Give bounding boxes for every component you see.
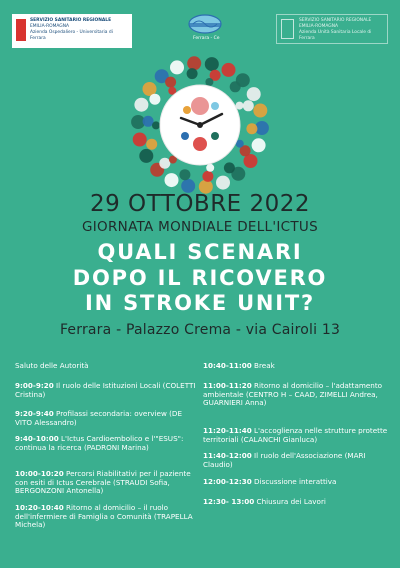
heart-icon <box>187 56 201 70</box>
program-text: L'Ictus Cardioembolico e l'"ESUS": continua la ricerca (PADRONI Marina) <box>15 434 184 452</box>
logo-right-line: SERVIZIO SANITARIO REGIONALE <box>299 18 372 23</box>
program-item <box>203 498 390 507</box>
program-time: 10:00-10:20 <box>15 469 64 478</box>
sun-icon <box>183 106 191 114</box>
program-text: Ritorno al domicilio – il ruolo dell'infermiere di Famiglia o Comunità (TRAPELLA Michela) <box>15 503 193 530</box>
program-text: Percorsi Riabilitativi per il paziente con esiti di Ictus Cerebrale (STRAUDI Sofia, BERGONZONI Antonella) <box>15 469 191 496</box>
regional-logo-mark <box>16 19 26 41</box>
program-text: Discussione interattiva <box>254 477 337 486</box>
bicycle-icon <box>206 164 214 172</box>
leaf-icon <box>230 81 241 92</box>
program-item <box>15 410 197 427</box>
dumbbell-icon <box>159 158 170 169</box>
program-text: Chiusura dei Lavori <box>256 497 326 506</box>
program-text: L'accoglienza nelle strutture protette territoriali (CALANCHI Gianluca) <box>203 426 388 444</box>
logo-right-line: Azienda Unità Sanitaria Locale di Ferrara <box>299 30 372 41</box>
ausl-ferrara-logo <box>276 14 388 44</box>
program-time: 9:00-9:20 <box>15 381 54 390</box>
title-line: QUALI SCENARI <box>97 240 303 264</box>
program-item <box>15 504 197 530</box>
title-line: IN STROKE UNIT? <box>84 291 316 315</box>
bicycle-icon <box>170 60 184 74</box>
program-time: 9:20-9:40 <box>15 409 54 418</box>
program-item <box>203 427 390 444</box>
program-text: Il ruolo delle Istituzioni Locali (COLETTI Cristina) <box>15 381 196 399</box>
program-item <box>15 382 197 399</box>
title-line: DOPO IL RICOVERO <box>72 265 328 290</box>
event-subtitle: GIORNATA MONDIALE DELL'ICTUS <box>82 219 318 235</box>
bicycle-icon <box>149 94 160 105</box>
program-time: 11:20-11:40 <box>203 426 252 435</box>
dumbbell-icon <box>216 176 230 190</box>
brain-icon <box>191 97 209 115</box>
program-time: 12:00-12:30 <box>203 477 252 486</box>
program-time: 10:20-10:40 <box>15 503 64 512</box>
program-text: Ritorno al domicilio – l'adattamento ambientale (CENTRO H – CAAD, ZIMELLI Andrea, GUARNIERI Anna) <box>203 381 383 408</box>
logo-left-line: SERVIZIO SANITARIO REGIONALE <box>30 18 112 23</box>
leaf-icon <box>205 78 213 86</box>
health-clock-illustration <box>127 52 273 198</box>
broccoli-icon <box>187 68 198 79</box>
logo-bar <box>0 12 400 52</box>
program-text: Break <box>254 361 275 370</box>
runner-icon <box>246 123 257 134</box>
program-text: Il ruolo dell'Associazione (MARI Claudio) <box>203 451 366 469</box>
runner-icon <box>146 139 157 150</box>
heart-icon <box>193 137 207 151</box>
apple-icon <box>202 171 213 182</box>
event-venue: Ferrara - Palazzo Crema - via Cairoli 13 <box>59 322 341 338</box>
program-item <box>15 470 197 496</box>
association-logo-tag: Ferrara - Ce <box>193 36 220 41</box>
broccoli-icon <box>152 121 160 129</box>
program-time: 11:00-11:20 <box>203 381 252 390</box>
program-item <box>203 362 390 371</box>
broccoli-icon <box>205 57 219 71</box>
broccoli-icon <box>139 149 153 163</box>
program-time: 10:40-11:00 <box>203 361 252 370</box>
logo-left-line: EMILIA-ROMAGNA <box>30 24 70 29</box>
program-item <box>203 382 390 408</box>
brain-logo-icon <box>175 12 235 38</box>
event-title <box>0 240 400 317</box>
program-time: 11:40-12:00 <box>203 451 252 460</box>
dumbbell-icon <box>247 87 261 101</box>
program-item <box>203 452 390 469</box>
association-logo <box>175 12 235 50</box>
apple-icon <box>222 63 236 77</box>
apple-icon <box>133 133 147 147</box>
regional-logo-mark <box>281 19 294 39</box>
program-text: Saluto delle Autorità <box>15 361 89 370</box>
bicycle-icon <box>165 173 179 187</box>
broccoli-icon <box>224 162 235 173</box>
dumbbell-icon <box>243 100 254 111</box>
program-text: Profilassi secondaria: overview (DE VITO Alessandro) <box>15 409 182 427</box>
program-item <box>203 478 390 487</box>
fruit-icon <box>211 132 219 140</box>
program-time: 9:40-10:00 <box>15 434 59 443</box>
logo-left-line: Azienda Ospedaliero - Universitaria di Ferrara <box>30 30 113 41</box>
heart-icon <box>165 77 176 88</box>
program-time: 12:30- 13:00 <box>203 497 255 506</box>
bicycle-icon <box>252 138 266 152</box>
stethoscope-icon <box>181 132 189 140</box>
logo-right-line: EMILIA-ROMAGNA <box>299 24 339 29</box>
program-item <box>15 362 197 371</box>
ausl-ferrara-hospital-logo <box>12 14 132 48</box>
pill-icon <box>143 116 154 127</box>
water-icon <box>211 102 219 110</box>
dumbbell-icon <box>134 98 148 112</box>
runner-icon <box>253 104 267 118</box>
event-date: 29 OTTOBRE 2022 <box>89 191 311 217</box>
program-item <box>15 435 197 452</box>
leaf-icon <box>179 169 190 180</box>
